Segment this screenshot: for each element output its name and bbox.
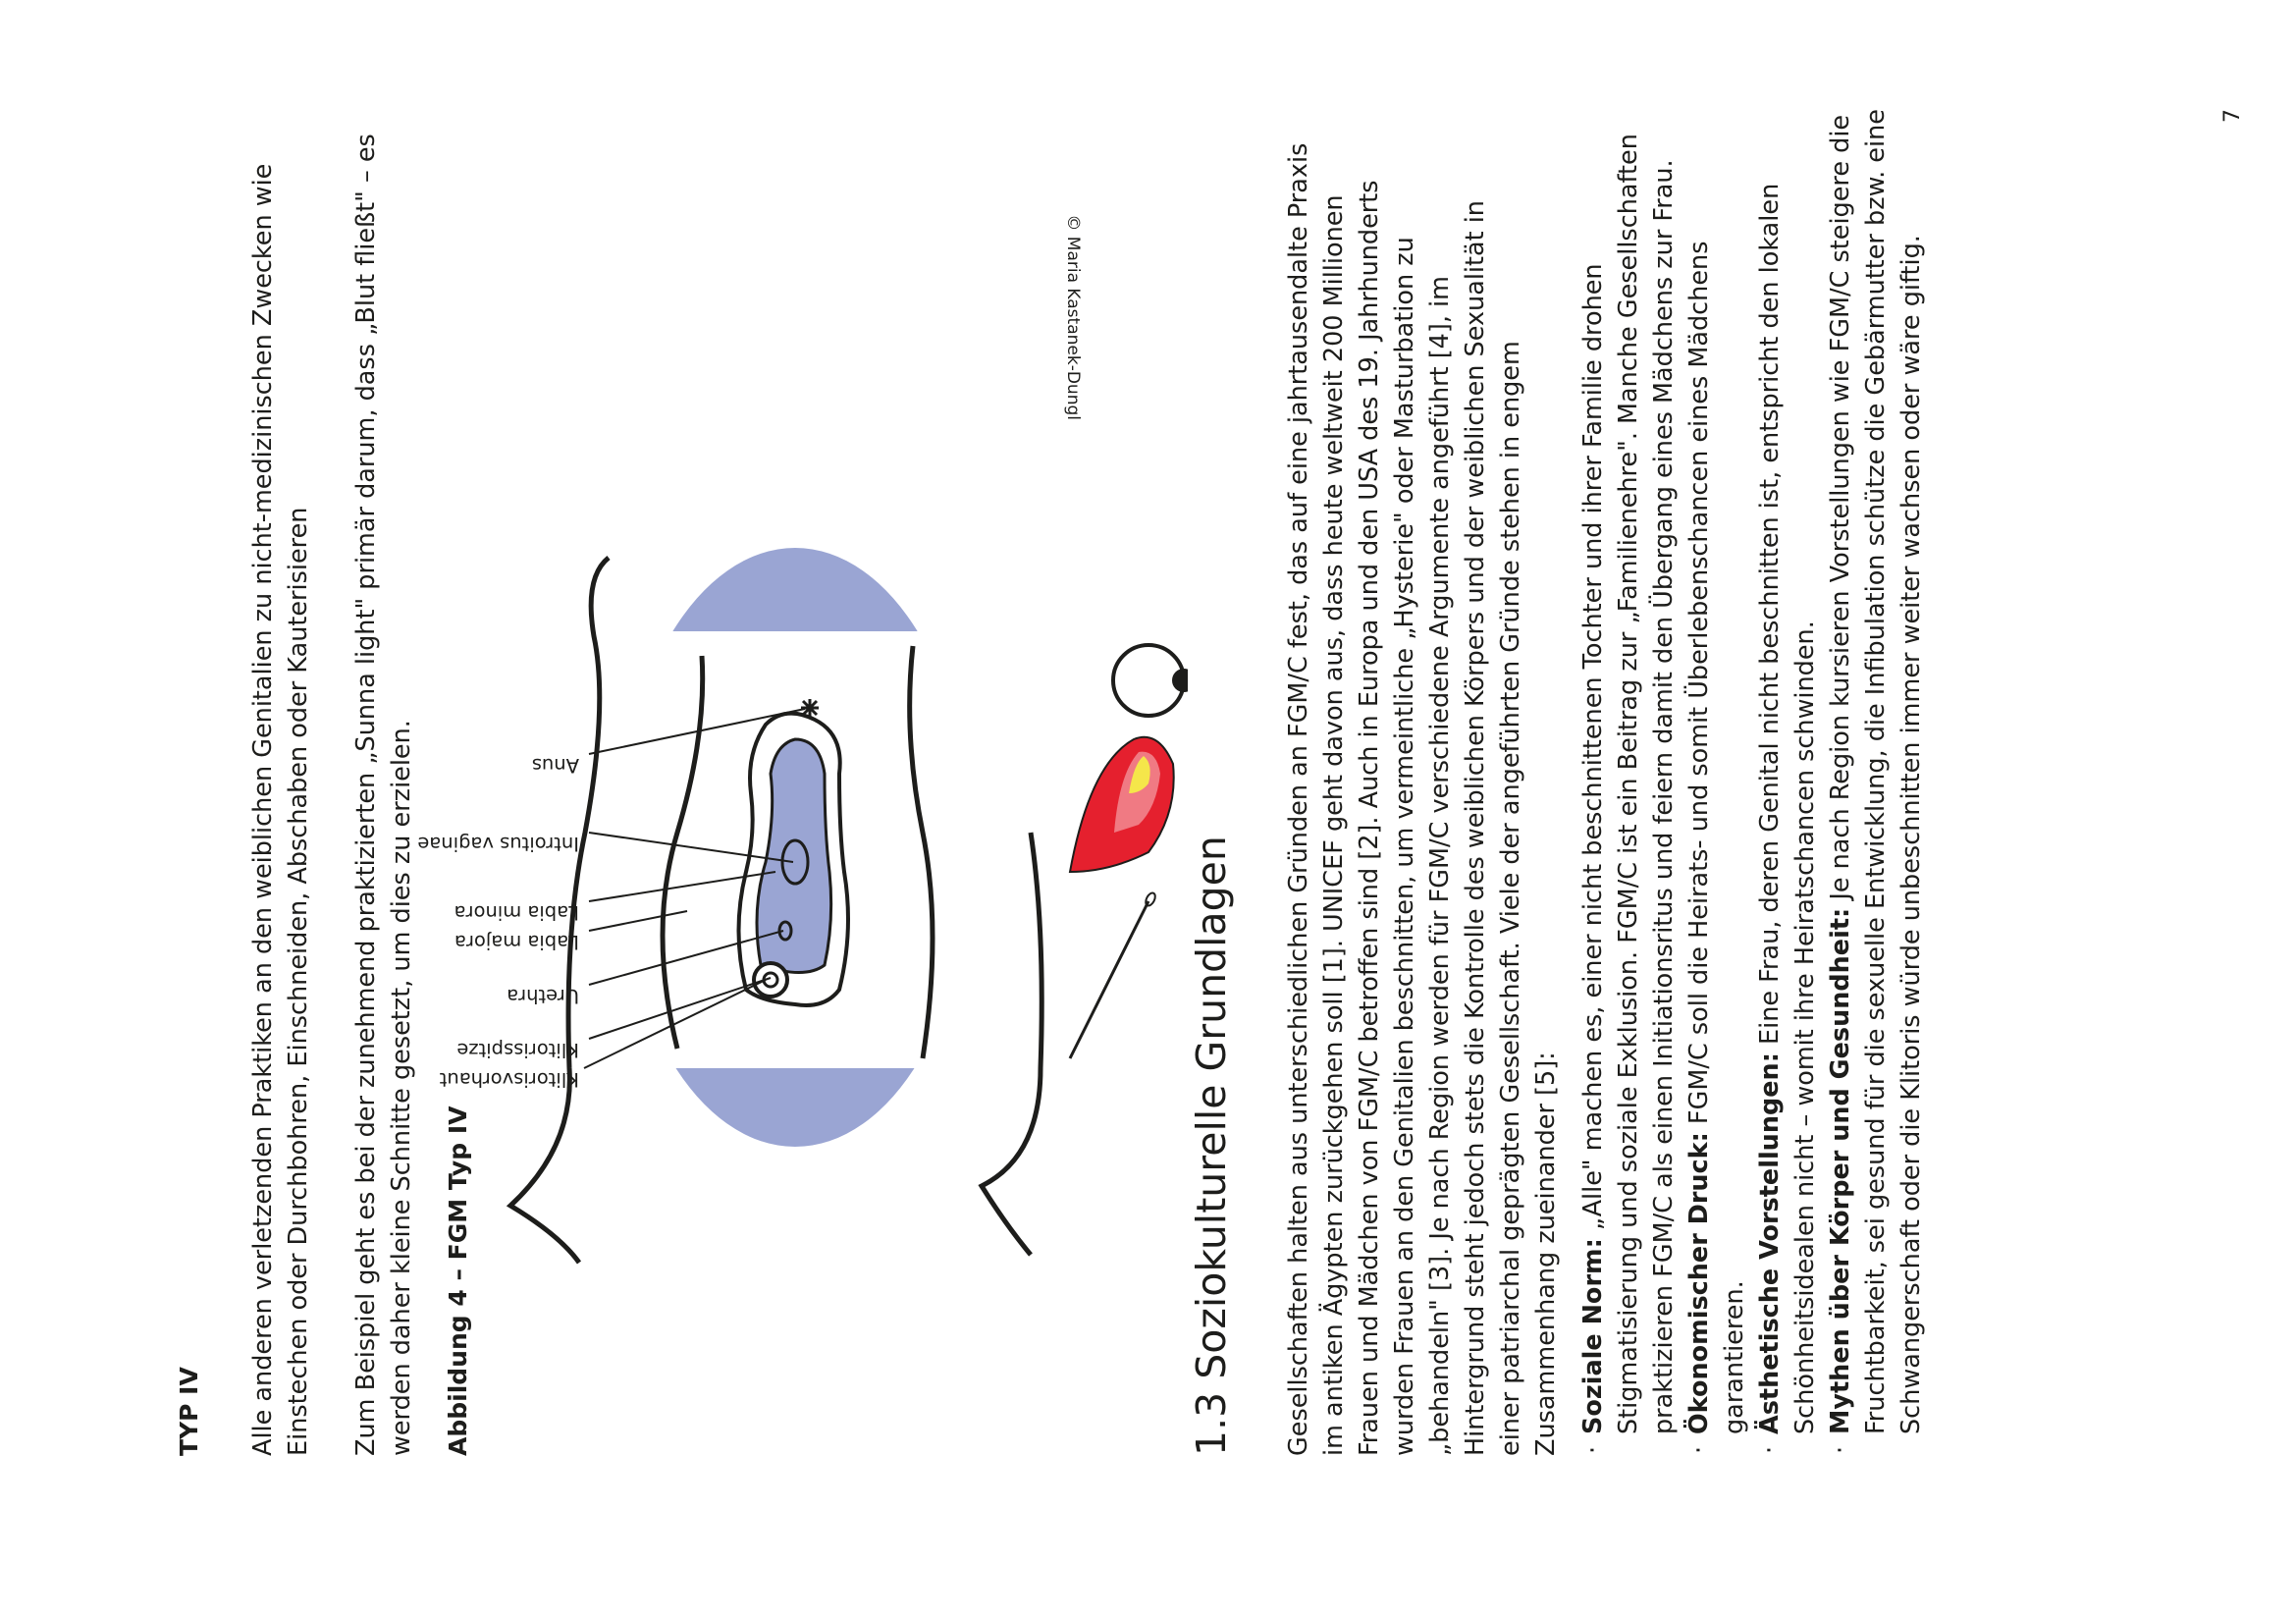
- reasons-list: [1575, 96, 1929, 1456]
- bullet-text: Je nach Region kursieren Vorstellungen wie FGM/C steigere die Fruchtbarkeit, sei gesund für die sexuelle Entwicklung, die Infibulation schütze die Gebärmutter bzw. eine Schwangerschaft oder die Klitoris würde unbeschnitten immer weiter wachsen oder wäre giftig.: [1826, 109, 1926, 1434]
- label-labia-minora: Labia minora: [454, 901, 579, 924]
- label-urethra: Urethra: [507, 985, 579, 1007]
- circle-dot-icon: [1113, 645, 1188, 716]
- label-labia-majora: Labia majora: [454, 931, 579, 953]
- needle-icon: [1070, 891, 1157, 1058]
- type-iv-title: TYP IV: [175, 1367, 203, 1456]
- list-item: · Mythen über Körper und Gesundheit: Je nach Region kursieren Vorstellungen wie FGM/C steigere die Fruchtbarkeit, sei gesund für die sexuelle Entwicklung, die Infibulation schütze die Gebärmutter bzw. eine Schwangerschaft oder die Klitoris würde unbeschnitten immer weiter wachsen oder wäre giftig.: [1826, 109, 1926, 1454]
- label-klitorisspitze: Klitorisspitze: [456, 1039, 579, 1061]
- bullet-term: Ökonomischer Druck:: [1684, 1132, 1714, 1434]
- list-item: · Ästhetische Vorstellungen: Eine Frau, deren Genital nicht beschnitten ist, entspricht den lokalen Schönheitsidealen nicht – womit ihre Heiratschancen schwinden.: [1755, 183, 1820, 1454]
- bullet-text: Eine Frau, deren Genital nicht beschnitten ist, entspricht den lokalen Schönheitsidealen nicht – womit ihre Heiratschancen schwinden.: [1755, 183, 1820, 1434]
- bullet-term: Soziale Norm:: [1578, 1238, 1608, 1434]
- figure-caption: Abbildung 4 – FGM Typ IV: [444, 1106, 472, 1456]
- page-number: 7: [2220, 109, 2245, 123]
- sunna-light-paragraph: Zum Beispiel geht es bei der zunehmend praktizierten „Sunna light" primär darum, dass „Blut fließt" – es werden daher kleine Schnitte gesetzt, um dies zu erzielen.: [351, 134, 416, 1456]
- label-klitorisvorhaut: Klitorisvorhaut: [439, 1068, 579, 1091]
- type-iv-definition: Alle anderen verletzenden Praktiken an den weiblichen Genitalien zu nicht-medizinischen Zwecken wie Einstechen oder Durchbohren, Einschneiden, Abschaben oder Kauterisieren: [248, 163, 313, 1456]
- bullet-term: Ästhetische Vorstellungen:: [1755, 1052, 1785, 1434]
- copyright-note: © Maria Kastanek-Dungl: [1063, 214, 1083, 420]
- bullet-text: „Alle" machen es, einer nicht beschnittenen Tochter und ihrer Familie drohen Stigmatisierung und soziale Exklusion. FGM/C ist ein Beitrag zur „Familienehre". Manche Gesellschaften praktizieren FGM/C als einen Initiationsritus und feiern damit den Übergang eines Mädchens zur Frau.: [1578, 134, 1679, 1434]
- label-introitus-vaginae: Introitus vaginae: [417, 833, 579, 855]
- list-item: · Ökonomischer Druck: FGM/C soll die Heirats- und somit Überlebenschancen eines Mädchens garantieren.: [1684, 241, 1749, 1454]
- label-anus: Anus: [531, 754, 579, 777]
- section-intro-paragraph: Gesellschaften halten aus unterschiedlichen Gründen an FGM/C fest, das auf eine jahrtausendalte Praxis im antiken Ägypten zurückgehen soll [1]. UNICEF geht davon aus, dass heute weltweit 200 Millionen Frauen und Mädchen von FGM/C betroffen sind [2]. Auch in Europa und den USA des 19. Jahrhunderts wurden Frauen an den Genitalien beschnitten, um vermeintliche „Hysterie" oder Masturbation zu „behandeln" [3]. Je nach Region werden für FGM/C verschiedene Argumente angeführt [4], im Hintergrund steht jedoch stets die Kontrolle des weiblichen Körpers und der weiblichen Sexualität in einer patriarchal geprägten Gesellschaft. Viele der angeführten Gründe stehen in engem Zusammenhang zueinander [5]:: [1284, 142, 1561, 1456]
- bullet-text: FGM/C soll die Heirats- und somit Überlebenschancen eines Mädchens garantieren.: [1684, 241, 1749, 1434]
- anus-mark: [801, 699, 819, 717]
- bullet-term: Mythen über Körper und Gesundheit:: [1826, 907, 1855, 1434]
- section-heading: 1.3 Soziokulturelle Grundlagen: [1188, 836, 1235, 1456]
- list-item: · Soziale Norm: „Alle" machen es, einer nicht beschnittenen Tochter und ihrer Familie drohen Stigmatisierung und soziale Exklusion. FGM/C ist ein Beitrag zur „Familienehre". Manche Gesellschaften praktizieren FGM/C als einen Initiationsritus und feiern damit den Übergang eines Mädchens zur Frau.: [1578, 134, 1679, 1454]
- flame-icon: [1070, 737, 1174, 872]
